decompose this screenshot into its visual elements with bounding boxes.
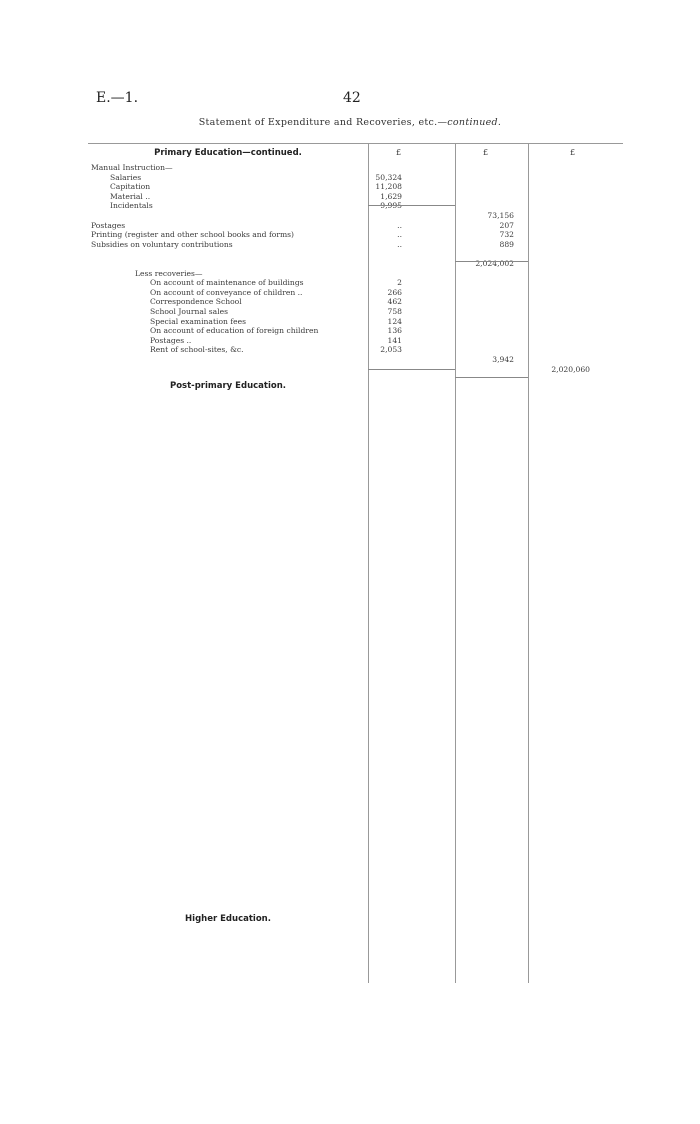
row-amount-c1: 2,053 <box>380 345 402 355</box>
caption-text: Statement of Expenditure and Recoveries, etc.— <box>198 117 448 128</box>
row-description: Less recoveries— <box>135 268 203 278</box>
row-amount-c2: 889 <box>499 239 514 249</box>
row-description: On account of education of foreign children <box>150 326 319 336</box>
table-row <box>88 230 623 239</box>
row-description: Incidentals <box>110 201 153 211</box>
row-amount-c1: .. <box>397 230 402 240</box>
currency-column-2: £ <box>483 148 489 157</box>
subtotal-rule <box>455 377 528 378</box>
row-amount-c1: 758 <box>387 307 402 316</box>
table-row <box>88 278 623 287</box>
table-row <box>88 326 623 335</box>
row-amount-c1: 2 <box>397 278 402 288</box>
currency-column-1: £ <box>396 148 402 157</box>
row-description: On account of conveyance of children .. <box>150 287 303 297</box>
row-amount-c1: .. <box>397 220 402 230</box>
row-amount-c1: 136 <box>387 326 402 336</box>
table-row <box>88 288 623 297</box>
table-row <box>88 173 623 182</box>
table-row <box>88 355 623 364</box>
row-description: Capitation <box>110 182 151 192</box>
table-row <box>88 201 623 210</box>
row-amount-c1: .. <box>397 239 402 249</box>
row-description: On account of maintenance of buildings <box>150 278 304 288</box>
row-description: Salaries <box>110 172 142 182</box>
caption-suffix: continued. <box>447 117 502 128</box>
row-description: Postages <box>91 220 126 230</box>
row-amount-c2: 3,942 <box>492 355 514 364</box>
row-description: School Journal sales <box>150 307 228 316</box>
currency-column-3: £ <box>570 148 576 157</box>
row-description: Correspondence School <box>150 297 242 307</box>
table-row <box>88 269 623 278</box>
row-amount-c1: 11,208 <box>375 182 402 192</box>
row-amount-c1: 141 <box>387 335 402 345</box>
section-heading-primary <box>88 148 368 158</box>
table-row <box>88 336 623 345</box>
table-row <box>88 365 623 374</box>
table-row <box>88 249 623 258</box>
row-description: Subsidies on voluntary contributions <box>91 239 233 249</box>
row-description: Special examination fees <box>150 316 247 326</box>
table-row <box>88 221 623 230</box>
row-amount-c2: 732 <box>499 230 514 240</box>
row-amount-c1: 462 <box>387 297 402 307</box>
row-amount-c3: 2,020,060 <box>551 364 590 374</box>
row-description: Rent of school-sites, &c. <box>150 345 244 355</box>
table-top-rule <box>88 143 623 144</box>
row-description: Printing (register and other school books and forms) <box>91 230 295 240</box>
table-row <box>88 163 623 172</box>
table-caption <box>0 117 700 128</box>
row-amount-c2: 207 <box>499 220 514 230</box>
section-heading-post-primary: Post-primary Education. <box>169 381 286 391</box>
subtotal-rule <box>368 369 455 370</box>
table-row <box>88 192 623 201</box>
table-row <box>88 297 623 306</box>
table-row <box>88 211 623 220</box>
subtotal-rule <box>368 205 455 206</box>
page-number: 42 <box>343 90 361 106</box>
table-row <box>88 182 623 191</box>
row-amount-c1: 50,324 <box>375 172 402 182</box>
page-identifier: E.—1. <box>96 90 139 106</box>
row-description: Postages .. <box>150 335 192 345</box>
table-row <box>88 345 623 354</box>
table-row <box>88 259 623 268</box>
subtotal-rule <box>455 261 528 262</box>
expenditure-table <box>88 143 623 1023</box>
table-row <box>88 240 623 249</box>
row-amount-c1: 1,629 <box>380 191 402 201</box>
row-amount-c1: 9,995 <box>380 201 402 211</box>
row-amount-c1: 124 <box>387 316 402 326</box>
table-row <box>88 307 623 316</box>
table-row <box>88 317 623 326</box>
row-amount-c2: 2,024,002 <box>475 259 514 268</box>
primary-heading-text: Primary Education—continued. <box>154 148 302 158</box>
row-description: Manual Instruction— <box>91 163 173 172</box>
row-amount-c1: 266 <box>387 287 402 297</box>
row-description: Material .. <box>110 191 151 201</box>
section-heading-higher: Higher Education. <box>185 914 271 924</box>
row-amount-c2: 73,156 <box>487 211 514 220</box>
